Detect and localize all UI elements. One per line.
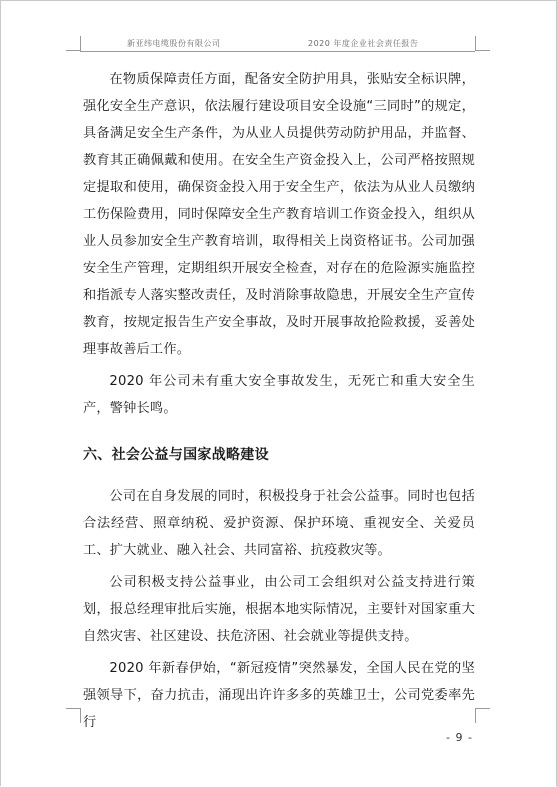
crop-mark-top-right: [475, 36, 490, 51]
crop-mark-bottom-left: [66, 708, 81, 723]
page-number: - 9 -: [446, 731, 473, 744]
page-header: [80, 37, 475, 52]
header-company-name: 新亚纬电缆股份有限公司: [127, 39, 221, 48]
paragraph-safety-protection: 在物质保障责任方面，配备安全防护用具，张贴安全标识牌，强化安全生产意识，依法履行建设项目安全设施“三同时”的规定，具备满足安全生产条件，为从业人员提供劳动防护用品，并监督、教育其正确佩戴和使用。在安全生产资金投入上，公司严格按照规定提取和使用，确保资金投入用于安全生产，依法为从业人员缴纳工伤保险费用，同时保障安全生产教育培训工作资金投入，组织从业人员参加安全生产教育培训，取得相关上岗资格证书。公司加强安全生产管理，定期组织开展安全检查，对存在的危险源实施监控和指派专人落实整改责任，及时消除事故隐患，开展安全生产宣传教育，按规定报告生产安全事故，及时开展事故抢险救援，妥善处理事故善后工作。: [83, 72, 475, 357]
crop-mark-top-left: [66, 36, 81, 51]
document-body: [83, 66, 475, 736]
section-heading: 六、社会公益与国家战略建设: [83, 447, 269, 463]
crop-mark-bottom-right: [475, 708, 490, 723]
header-report-title: 2020 年度企业社会责任报告: [308, 39, 419, 48]
paragraph-public-welfare: 公司在自身发展的同时，积极投身于社会公益事。同时也包括合法经营、照章纳税、爱护资源、保护环境、重视安全、关爱员工、扩大就业、融入社会、共同富裕、抗疫救灾等。: [83, 489, 475, 558]
paragraph-welfare-support: 公司积极支持公益事业，由公司工会组织对公益支持进行策划，报总经理审批后实施，根据本地实际情况，主要针对国家重大自然灾害、社区建设、扶危济困、社会就业等提供支持。: [83, 575, 475, 644]
paragraph-safety-summary: 2020 年公司未有重大安全事故发生，无死亡和重大安全生产，警钟长鸣。: [83, 374, 475, 416]
paragraph-covid-response: 2020 年新春伊始，“新冠疫情”突然暴发，全国人民在党的坚强领导下，奋力抗击，涌现出许许多多的英雄卫士，公司党委率先行: [83, 661, 475, 730]
